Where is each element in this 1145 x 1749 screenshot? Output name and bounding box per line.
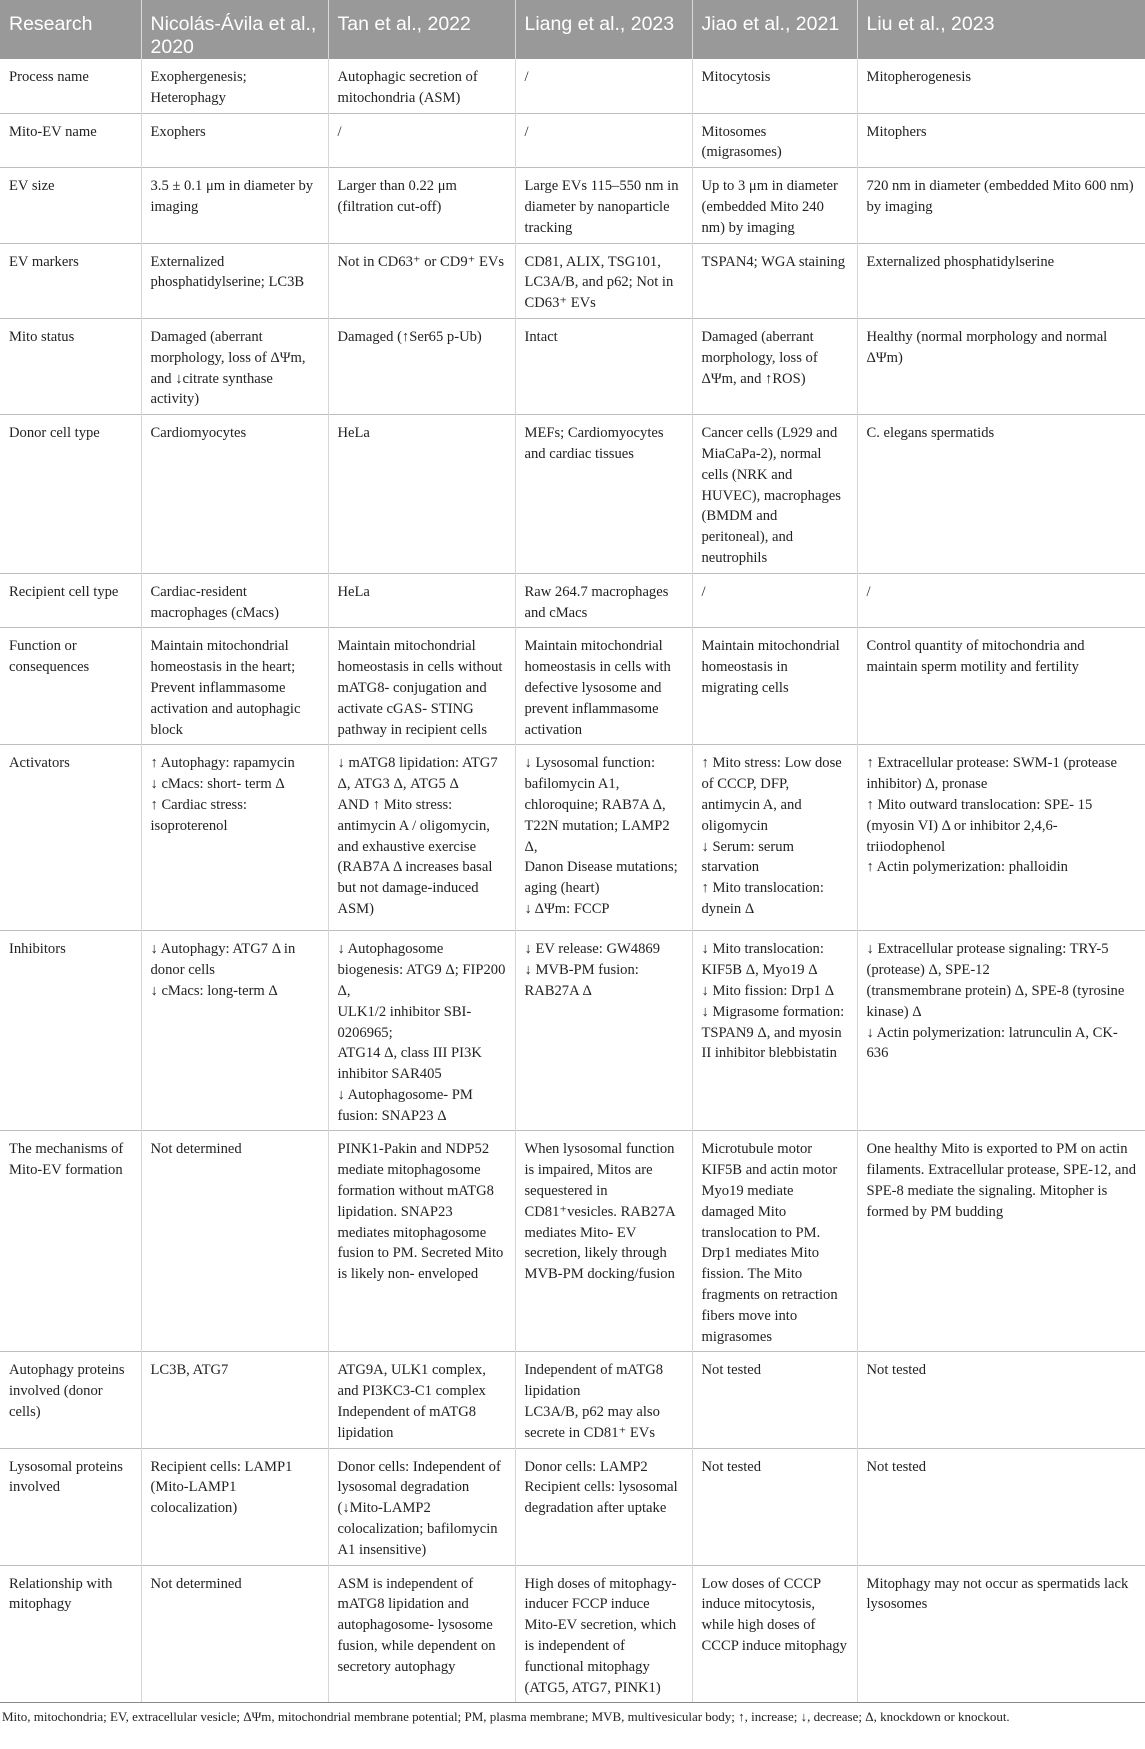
table-row: [0, 931, 1145, 1131]
cell-text: ↓ Lysosomal function: bafilomycin A1, chloroquine; RAB7A Δ, T22N mutation; LAMP2 Δ,: [524, 755, 670, 855]
cell-text: 720 nm in diameter (embedded Mito 600 nm) by imaging: [866, 178, 1134, 215]
table-cell: [515, 1131, 692, 1352]
cell-text: ULK1/2 inhibitor SBI-0206965;: [337, 1003, 472, 1041]
cell-text: ↓ Mito translocation: KIF5B Δ, Myo19 Δ: [701, 941, 824, 979]
table-cell: [328, 573, 515, 628]
table-cell: [692, 931, 857, 1131]
table-cell: [692, 573, 857, 628]
table-row: [0, 745, 1145, 931]
cell-text: ↓ Autophagy: ATG7 Δ in donor cells: [150, 941, 296, 979]
cell-text: ↓ Extracellular protease signaling: TRY-5 (protease) Δ, SPE-12: [866, 941, 1109, 979]
row-label: Donor cell type: [0, 415, 141, 574]
table-cell: [692, 745, 857, 931]
table-cell: [141, 573, 328, 628]
table-cell: [515, 113, 692, 168]
cell-text: Maintain mitochondrial homeostasis in cells with defective lysosome and prevent inflammasome activation: [524, 638, 671, 738]
table-cell: [328, 243, 515, 318]
cell-text: ATG9A, ULK1 complex, and PI3KC3-C1 complex: [337, 1362, 486, 1400]
table-cell: [515, 931, 692, 1131]
cell-text: Exophers: [150, 123, 206, 140]
cell-text: Mitophers: [866, 123, 927, 140]
table-cell: [515, 1565, 692, 1702]
cell-text: Autophagic secretion of mitochondria (ASM): [337, 69, 478, 106]
table-cell: [141, 415, 328, 574]
cell-text: Mitopherogenesis: [866, 69, 972, 85]
cell-text: Donor cells: Independent of lysosomal degradation (↓Mito-LAMP2 colocalization; bafilomycin A1 insensitive): [337, 1458, 501, 1558]
cell-text: Up to 3 μm in diameter (embedded Mito 240 nm) by imaging: [701, 178, 838, 236]
cell-text: ↑ Cardiac stress: isoproterenol: [150, 796, 247, 834]
cell-text: Not tested: [866, 1362, 927, 1379]
table-cell: [515, 1352, 692, 1448]
cell-text: Maintain mitochondrial homeostasis in migrating cells: [701, 638, 840, 696]
table-row: [0, 1131, 1145, 1352]
row-label: Process name: [0, 59, 141, 113]
table-body: [0, 59, 1145, 1702]
table-cell: [857, 1565, 1145, 1702]
table-cell: [692, 628, 857, 745]
cell-text: Cardiomyocytes: [150, 425, 247, 442]
cell-text: ↓ EV release: GW4869: [524, 941, 660, 958]
table-cell: [328, 1565, 515, 1702]
cell-text: ↓ Autophagosome- PM fusion: SNAP23 Δ: [337, 1086, 473, 1124]
table-cell: [328, 113, 515, 168]
header-jiao-2021: Jiao et al., 2021: [692, 0, 857, 59]
cell-text: /: [701, 583, 706, 600]
table-cell: [141, 168, 328, 243]
cell-text: High doses of mitophagy-inducer FCCP induce Mito-EV secretion, which is independent of functional mitophagy (ATG5, ATG7, PINK1): [524, 1575, 677, 1696]
cell-text: /: [524, 123, 529, 140]
table-row: [0, 1565, 1145, 1702]
row-label: Relationship with mitophagy: [0, 1565, 141, 1702]
cell-text: Recipient cells: LAMP1 (Mito-LAMP1 colocalization): [150, 1458, 293, 1517]
cell-text: TSPAN4; WGA staining: [701, 253, 846, 270]
table-cell: [692, 415, 857, 574]
table-row: [0, 168, 1145, 243]
row-label: Recipient cell type: [0, 573, 141, 628]
cell-text: LC3B, ATG7: [150, 1362, 229, 1379]
cell-text: Control quantity of mitochondria and maintain sperm motility and fertility: [866, 638, 1085, 676]
cell-text: ↓ Serum: serum starvation: [701, 838, 794, 876]
table-cell: [141, 931, 328, 1131]
table-row: [0, 1448, 1145, 1565]
cell-text: Maintain mitochondrial homeostasis in the heart; Prevent inflammasome activation and autophagic block: [150, 638, 301, 738]
cell-text: ↓ ΔΨm: FCCP: [524, 900, 610, 917]
cell-text: Externalized phosphatidylserine: [866, 253, 1055, 270]
table-cell: [692, 1131, 857, 1352]
table-cell: [692, 1352, 857, 1448]
cell-text: Donor cells: LAMP2: [524, 1458, 648, 1475]
header-liu-2023: Liu et al., 2023: [857, 0, 1145, 59]
table-cell: [328, 59, 515, 113]
cell-text: ↓ mATG8 lipidation: ATG7 Δ, ATG3 Δ, ATG5 Δ: [337, 755, 498, 793]
table-cell: [857, 113, 1145, 168]
table-cell: [857, 931, 1145, 1131]
cell-text: ↓ Mito fission: Drp1 Δ: [701, 982, 835, 999]
table-cell: [857, 59, 1145, 113]
row-label: Activators: [0, 745, 141, 931]
row-label: Autophagy proteins involved (donor cells): [0, 1352, 141, 1448]
table-cell: [141, 318, 328, 414]
cell-text: ↑ Extracellular protease: SWM-1 (protease inhibitor) Δ, pronase: [866, 755, 1117, 793]
cell-text: Independent of mATG8 lipidation: [524, 1362, 664, 1400]
cell-text: Intact: [524, 328, 558, 345]
table-cell: [515, 168, 692, 243]
table-cell: [692, 59, 857, 113]
cell-text: Mitocytosis: [701, 69, 771, 85]
header-nicolas-avila-2020: Nicolás-Ávila et al., 2020: [141, 0, 328, 59]
row-label: Mito-EV name: [0, 113, 141, 168]
table-cell: [141, 1352, 328, 1448]
cell-text: ↓ cMacs: short- term Δ: [150, 776, 285, 793]
cell-text: Cardiac-resident macrophages (cMacs): [150, 583, 279, 621]
cell-text: Microtubule motor KIF5B and actin motor Myo19 mediate damaged Mito translocation to PM. Drp1 mediates Mito fission. The Mito fragments on retraction fibers move into migrasomes: [701, 1141, 838, 1345]
table-cell: [141, 113, 328, 168]
cell-text: Independent of mATG8 lipidation: [337, 1404, 477, 1441]
table-cell: [692, 318, 857, 414]
table-cell: [515, 628, 692, 745]
table-row: [0, 573, 1145, 628]
cell-text: ASM is independent of mATG8 lipidation and autophagosome- lysosome fusion, while dependent on secretory autophagy: [337, 1575, 496, 1675]
cell-text: HeLa: [337, 425, 370, 442]
table-cell: [141, 1565, 328, 1702]
table-cell: [857, 628, 1145, 745]
table-cell: [141, 59, 328, 113]
cell-text: ↓ MVB-PM fusion: RAB27A Δ: [524, 962, 639, 999]
header-liang-2023: Liang et al., 2023: [515, 0, 692, 59]
cell-text: Not in CD63⁺ or CD9⁺ EVs: [337, 253, 505, 270]
table-cell: [857, 745, 1145, 931]
table-cell: [141, 243, 328, 318]
table-row: [0, 318, 1145, 414]
table-cell: [857, 1448, 1145, 1565]
cell-text: /: [337, 123, 342, 140]
cell-text: AND ↑ Mito stress: antimycin A / oligomycin, and exhaustive exercise: [337, 796, 490, 855]
cell-text: 3.5 ± 0.1 μm in diameter by imaging: [150, 178, 314, 215]
table-cell: [857, 415, 1145, 574]
table-row: [0, 113, 1145, 168]
table-footnote: Mito, mitochondria; EV, extracellular vesicle; ΔΨm, mitochondrial membrane potential; PM, plasma membrane; MVB, multivesicular body; ↑, increase; ↓, decrease; Δ, knockdown or knockout.: [0, 1702, 1145, 1725]
table-cell: [857, 168, 1145, 243]
table-cell: [515, 243, 692, 318]
row-label: EV markers: [0, 243, 141, 318]
table-cell: [328, 1352, 515, 1448]
cell-text: Not tested: [701, 1458, 762, 1475]
header-row: [0, 0, 1145, 59]
cell-text: Damaged (aberrant morphology, loss of ΔΨm, and ↓citrate synthase activity): [150, 328, 306, 408]
cell-text: Danon Disease mutations; aging (heart): [524, 859, 678, 897]
table-cell: [857, 1131, 1145, 1352]
table-row: [0, 415, 1145, 574]
table-cell: [328, 628, 515, 745]
table-cell: [515, 59, 692, 113]
cell-text: Not tested: [701, 1362, 762, 1379]
cell-text: ATG14 Δ, class III PI3K inhibitor SAR405: [337, 1045, 482, 1083]
table-cell: [692, 113, 857, 168]
cell-text: Mitophagy may not occur as spermatids lack lysosomes: [866, 1575, 1129, 1613]
row-label: Function or consequences: [0, 628, 141, 745]
cell-text: Healthy (normal morphology and normal ΔΨm): [866, 328, 1108, 366]
table-cell: [692, 1448, 857, 1565]
table-cell: [141, 745, 328, 931]
cell-text: (transmembrane protein) Δ, SPE-8 (tyrosine kinase) Δ: [866, 982, 1125, 1020]
row-label: EV size: [0, 168, 141, 243]
cell-text: /: [524, 69, 529, 85]
table-cell: [328, 1448, 515, 1565]
cell-text: ↓ Actin polymerization: latrunculin A, CK- 636: [866, 1024, 1118, 1062]
cell-text: ↓ Autophagosome biogenesis: ATG9 Δ; FIP200 Δ,: [337, 941, 506, 999]
cell-text: Maintain mitochondrial homeostasis in cells without mATG8- conjugation and activate cGAS- STING pathway in recipient cells: [337, 638, 503, 738]
table-cell: [328, 1131, 515, 1352]
cell-text: One healthy Mito is exported to PM on actin filaments. Extracellular protease, SPE-12, and SPE-8 mediate the signaling. Mitopher is formed by PM budding: [866, 1141, 1136, 1220]
table-cell: [328, 745, 515, 931]
cell-text: Not determined: [150, 1575, 242, 1592]
row-label: Lysosomal proteins involved: [0, 1448, 141, 1565]
table-cell: [692, 243, 857, 318]
cell-text: HeLa: [337, 583, 370, 600]
table-cell: [857, 243, 1145, 318]
cell-text: Raw 264.7 macrophages and cMacs: [524, 583, 669, 621]
table-cell: [515, 573, 692, 628]
table-cell: [328, 168, 515, 243]
table-cell: [857, 318, 1145, 414]
table-cell: [515, 745, 692, 931]
cell-text: Mitosomes (migrasomes): [701, 123, 782, 161]
cell-text: Damaged (aberrant morphology, loss of ΔΨm, and ↑ROS): [701, 328, 818, 387]
table-cell: [857, 573, 1145, 628]
cell-text: Larger than 0.22 μm (filtration cut-off): [337, 178, 457, 215]
cell-text: Recipient cells: lysosomal degradation after uptake: [524, 1479, 678, 1517]
table-cell: [692, 168, 857, 243]
table-row: [0, 1352, 1145, 1448]
cell-text: LC3A/B, p62 may also secrete in CD81⁺ EVs: [524, 1404, 660, 1441]
cell-text: Cancer cells (L929 and MiaCaPa-2), normal cells (NRK and HUVEC), macrophages (BMDM and peritoneal), and neutrophils: [701, 425, 841, 566]
table-row: [0, 59, 1145, 113]
cell-text: ↓ cMacs: long-term Δ: [150, 982, 278, 999]
cell-text: ↓ Migrasome formation: TSPAN9 Δ, and myosin II inhibitor blebbistatin: [701, 1003, 845, 1062]
cell-text: (RAB7A Δ increases basal but not damage-induced ASM): [337, 859, 493, 917]
cell-text: MEFs; Cardiomyocytes and cardiac tissues: [524, 425, 664, 462]
table-cell: [328, 318, 515, 414]
cell-text: PINK1-Pakin and NDP52 mediate mitophagosome formation without mATG8 lipidation. SNAP23 mediates mitophagosome fusion to PM. Secreted Mito is likely non- enveloped: [337, 1141, 504, 1283]
table-cell: [692, 1565, 857, 1702]
table-cell: [328, 931, 515, 1131]
table-cell: [515, 415, 692, 574]
row-label: Inhibitors: [0, 931, 141, 1131]
cell-text: CD81, ALIX, TSG101, LC3A/B, and p62; Not in CD63⁺ EVs: [524, 253, 674, 312]
table-cell: [515, 1448, 692, 1565]
table-cell: [141, 1448, 328, 1565]
cell-text: ↑ Autophagy: rapamycin: [150, 755, 295, 772]
cell-text: Low doses of CCCP induce mitocytosis, while high doses of CCCP induce mitophagy: [701, 1575, 847, 1655]
cell-text: Damaged (↑Ser65 p-Ub): [337, 328, 482, 345]
cell-text: ↑ Actin polymerization: phalloidin: [866, 859, 1068, 876]
table-row: [0, 243, 1145, 318]
header-research: Research: [0, 0, 141, 59]
cell-text: When lysosomal function is impaired, Mitos are sequestered in CD81⁺vesicles. RAB27A mediates Mito- EV secretion, likely through MVB-PM docking/fusion: [524, 1141, 675, 1283]
cell-text: Large EVs 115–550 nm in diameter by nanoparticle tracking: [524, 178, 679, 236]
row-label: The mechanisms of Mito-EV formation: [0, 1131, 141, 1352]
row-label: Mito status: [0, 318, 141, 414]
cell-text: Exophergenesis; Heterophagy: [150, 69, 247, 106]
cell-text: ↑ Mito stress: Low dose of CCCP, DFP, antimycin A, and oligomycin: [701, 755, 842, 834]
cell-text: Not tested: [866, 1458, 927, 1475]
cell-text: ↑ Mito outward translocation: SPE- 15 (myosin VI) Δ or inhibitor 2,4,6- triiodophenol: [866, 796, 1093, 855]
table-cell: [857, 1352, 1145, 1448]
table-cell: [141, 628, 328, 745]
header-tan-2022: Tan et al., 2022: [328, 0, 515, 59]
cell-text: /: [866, 583, 871, 600]
table-cell: [515, 318, 692, 414]
cell-text: Externalized phosphatidylserine; LC3B: [150, 253, 305, 291]
cell-text: Not determined: [150, 1141, 242, 1158]
table-cell: [141, 1131, 328, 1352]
cell-text: ↑ Mito translocation: dynein Δ: [701, 880, 824, 917]
cell-text: C. elegans spermatids: [866, 425, 995, 442]
table-cell: [328, 415, 515, 574]
table-row: [0, 628, 1145, 745]
